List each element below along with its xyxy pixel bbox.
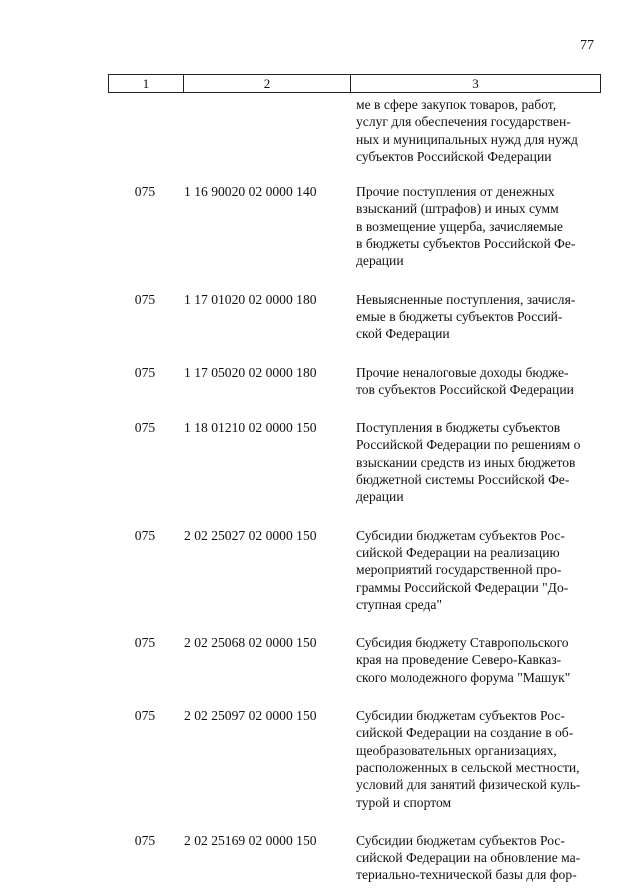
table-row bbox=[108, 707, 600, 811]
column-header-3: 3 bbox=[472, 75, 479, 91]
revenue-code-cell: 2 02 25068 02 0000 150 bbox=[184, 635, 317, 651]
revenue-code-cell: 1 16 90020 02 0000 140 bbox=[184, 184, 317, 200]
admin-code-cell: 075 bbox=[134, 527, 156, 543]
revenue-name-cell: Субсидии бюджетам субъектов Рос- сийской Федерации на реализацию мероприятий государственной про- граммы Российской Федерации "До- ступная среда" bbox=[356, 527, 569, 612]
admin-code-cell: 075 bbox=[134, 364, 156, 380]
revenue-code-cell: 2 02 25097 02 0000 150 bbox=[184, 708, 317, 724]
revenue-code-cell: 1 17 01020 02 0000 180 bbox=[184, 291, 317, 307]
admin-code-cell: 075 bbox=[134, 184, 156, 200]
revenue-code-cell: 2 02 25169 02 0000 150 bbox=[184, 832, 317, 848]
table-row bbox=[108, 634, 600, 686]
admin-code-cell: 075 bbox=[134, 832, 156, 848]
revenue-name-cell: Поступления в бюджеты субъектов Российской Федерации по решениям о взыскании средств из иных бюджетов бюджетной системы Российской Фе- дерации bbox=[356, 420, 581, 505]
column-header-2: 2 bbox=[184, 75, 351, 92]
revenue-name-cell: Субсидии бюджетам субъектов Рос- сийской Федерации на обновление ма- териально-технической базы для фор- bbox=[356, 832, 581, 883]
table-row bbox=[108, 183, 600, 269]
revenue-name-cell: Субсидии бюджетам субъектов Рос- сийской Федерации на создание в об- щеобразовательных организациях, расположенных в сельской местности, условий для занятий физической куль- турой и спортом bbox=[356, 708, 581, 810]
revenue-name-cell: Невыясненные поступления, зачисля- емые в бюджеты субъектов Россий- ской Федерации bbox=[356, 291, 576, 342]
revenue-code-cell: 1 17 05020 02 0000 180 bbox=[184, 364, 317, 380]
revenue-name-cell: Прочие поступления от денежных взысканий (штрафов) и иных сумм в возмещение ущерба, зачисляемые в бюджеты субъектов Российской Фе- дерации bbox=[356, 184, 576, 269]
revenue-code-cell: 1 18 01210 02 0000 150 bbox=[184, 420, 317, 436]
table-row-continuation bbox=[108, 96, 600, 165]
table-row bbox=[108, 291, 600, 343]
admin-code-cell: 075 bbox=[134, 291, 156, 307]
revenue-name-cell: Прочие неналоговые доходы бюдже- тов субъектов Российской Федерации bbox=[356, 364, 574, 397]
table-row bbox=[108, 364, 600, 399]
table-row bbox=[108, 419, 600, 505]
revenue-name-cell: ме в сфере закупок товаров, работ, услуг для обеспечения государствен- ных и муниципальных нужд для нужд субъектов Российской Федерации bbox=[356, 97, 578, 164]
table-body bbox=[108, 96, 600, 884]
table-row bbox=[108, 527, 600, 613]
revenue-code-cell bbox=[182, 96, 356, 165]
table-row bbox=[108, 832, 600, 884]
admin-code-cell: 075 bbox=[134, 635, 156, 651]
admin-code-cell: 075 bbox=[134, 708, 156, 724]
revenue-code-cell: 2 02 25027 02 0000 150 bbox=[184, 527, 317, 543]
revenue-name-cell: Субсидия бюджету Ставропольского края на проведение Северо-Кавказ- ского молодежного форума "Машук" bbox=[356, 635, 571, 685]
table-column-header bbox=[108, 74, 601, 93]
page-number: 77 bbox=[580, 38, 594, 53]
admin-code-cell: 075 bbox=[134, 420, 156, 436]
admin-code-cell bbox=[108, 96, 182, 165]
column-header-1: 1 bbox=[109, 75, 184, 92]
